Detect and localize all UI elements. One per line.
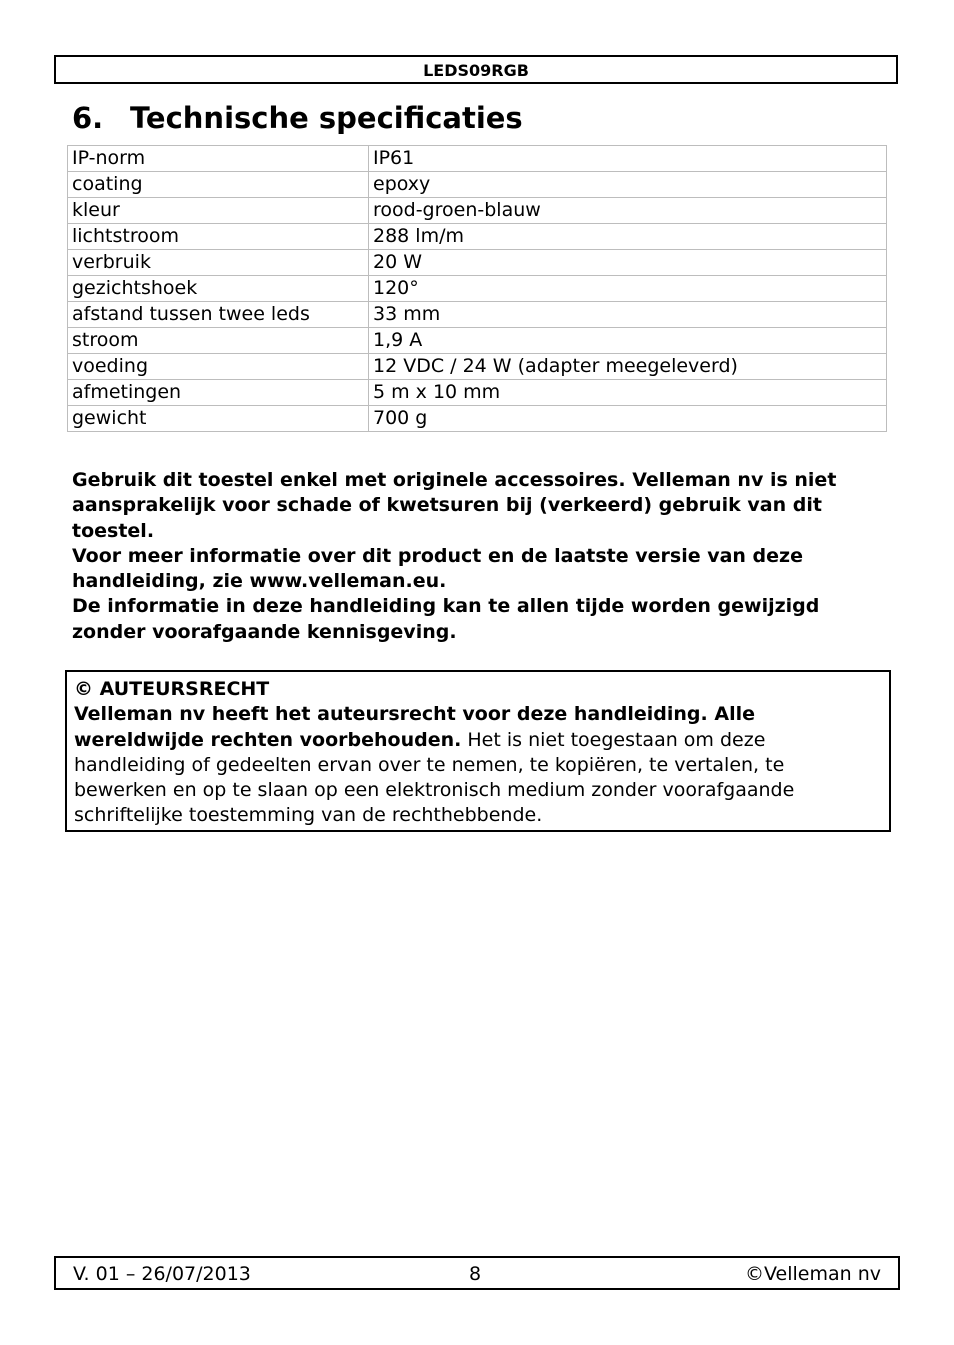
table-row	[68, 302, 887, 328]
spec-value: 5 m x 10 mm	[369, 380, 887, 406]
spec-value: 20 W	[369, 250, 887, 276]
more-info-note: Voor meer informatie over dit product en de laatste versie van deze handleiding, zie www.velleman.eu.	[72, 544, 803, 593]
table-row	[68, 224, 887, 250]
spec-label: voeding	[68, 354, 369, 380]
spec-label: afstand tussen twee leds	[68, 302, 369, 328]
copyright-bold-text: Velleman nv heeft het auteursrecht voor deze handleiding. Alle wereldwijde rechten voorbehouden.	[74, 703, 755, 751]
spec-value: IP61	[369, 146, 887, 172]
copyright-text: Het is niet toegestaan om deze handleiding of gedeelten ervan over te nemen, te kopiëren, te vertalen, te bewerken en op te slaan op een elektronisch medium zonder voorafgaande schriftelijke toestemming van de rechthebbende.	[74, 728, 795, 827]
spec-value: 33 mm	[369, 302, 887, 328]
section-title	[72, 99, 523, 137]
table-row	[68, 198, 887, 224]
spec-label: coating	[68, 172, 369, 198]
section-title-text: Technische specificaties	[130, 101, 523, 135]
footer	[54, 1256, 900, 1290]
accessories-note: Gebruik dit toestel enkel met originele accessoires. Velleman nv is niet aansprakelijk voor schade of kwetsuren bij (verkeerd) gebruik van dit toestel.	[72, 469, 837, 542]
section-number: 6.	[72, 101, 104, 135]
spec-label: lichtstroom	[68, 224, 369, 250]
footer-copyright: ©Velleman nv	[745, 1263, 881, 1285]
spec-value: epoxy	[369, 172, 887, 198]
copyright-box	[65, 670, 891, 832]
table-row	[68, 276, 887, 302]
footer-version: V. 01 – 26/07/2013	[73, 1263, 251, 1285]
spec-label: gewicht	[68, 406, 369, 432]
spec-value: 120°	[369, 276, 887, 302]
model-number: LEDS09RGB	[423, 61, 529, 80]
spec-value: 288 lm/m	[369, 224, 887, 250]
spec-label: afmetingen	[68, 380, 369, 406]
spec-label: IP-norm	[68, 146, 369, 172]
spec-label: stroom	[68, 328, 369, 354]
table-row	[68, 380, 887, 406]
spec-label: kleur	[68, 198, 369, 224]
spec-label: gezichtshoek	[68, 276, 369, 302]
copyright-body	[74, 702, 882, 828]
spec-value: 700 g	[369, 406, 887, 432]
spec-label: verbruik	[68, 250, 369, 276]
table-row	[68, 172, 887, 198]
specifications-table	[67, 145, 887, 432]
table-row	[68, 146, 887, 172]
table-row	[68, 250, 887, 276]
spec-value: 12 VDC / 24 W (adapter meegeleverd)	[369, 354, 887, 380]
spec-value: 1,9 A	[369, 328, 887, 354]
spec-value: rood-groen-blauw	[369, 198, 887, 224]
usage-notes	[72, 468, 892, 645]
change-notice: De informatie in deze handleiding kan te allen tijde worden gewijzigd zonder voorafgaande kennisgeving.	[72, 595, 820, 643]
page-number: 8	[469, 1263, 482, 1285]
copyright-heading: © AUTEURSRECHT	[74, 678, 270, 700]
header-model-box	[54, 55, 898, 84]
table-row	[68, 328, 887, 354]
table-row	[68, 406, 887, 432]
table-row	[68, 354, 887, 380]
